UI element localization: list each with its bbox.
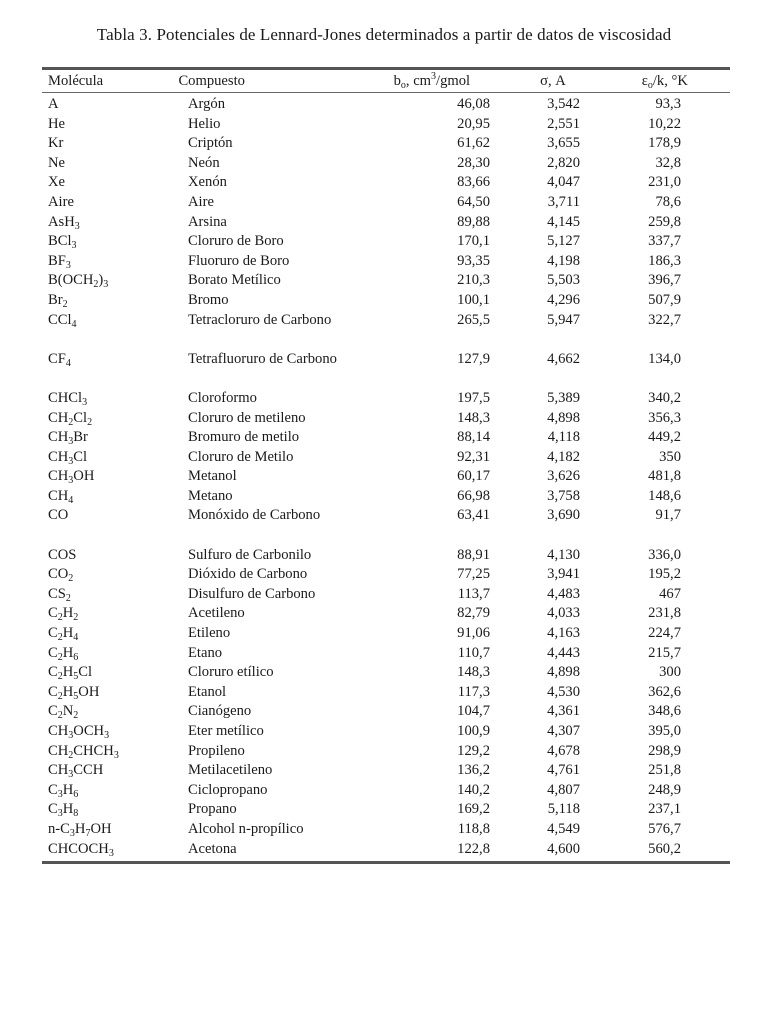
cell-compound: Etileno [188,625,231,642]
cell-molecule: He [48,115,66,132]
table-row [42,800,730,820]
cell-b0: 88,91 [457,546,490,563]
cell-sigma: 4,361 [547,703,580,720]
bottom-rule [42,861,730,864]
table-row [42,134,730,154]
cell-b0: 91,06 [457,625,490,642]
cell-molecule: $CH_3Br$ [48,429,88,448]
cell-sigma: 4,130 [547,546,580,563]
cell-molecule: $CH_3Cl$ [48,448,88,467]
cell-molecule: Ne [48,154,66,171]
viscosity-table [42,67,730,864]
table-row [42,350,730,389]
cell-epsilon: 336,0 [648,546,681,563]
cell-molecule: COS [48,546,77,563]
cell-epsilon: 231,0 [648,174,681,191]
table-row [42,683,730,703]
cell-molecule: $Br_2$ [48,291,68,310]
cell-molecule: BCl$_3$ [48,233,77,252]
cell-b0: 28,30 [457,154,490,171]
cell-b0: 113,7 [457,585,490,602]
cell-sigma: 4,163 [547,625,580,642]
cell-compound: Etanol [188,683,227,700]
cell-compound: Cloroformo [188,389,257,406]
cell-epsilon: 348,6 [648,703,681,720]
cell-sigma: 4,182 [547,448,580,465]
cell-b0: 60,17 [457,468,490,485]
cell-molecule: $C_3H_6$ [48,781,79,800]
cell-molecule: $CHCOCH_3$ [48,840,114,859]
cell-b0: 89,88 [457,213,490,230]
cell-compound: Cloruro de Metilo [188,448,294,465]
cell-compound: Arsina [188,213,227,230]
cell-b0: 104,7 [457,703,490,720]
table-row [42,213,730,233]
cell-b0: 83,66 [457,174,490,191]
table-row [42,232,730,252]
cell-sigma: 4,443 [547,644,580,661]
cell-sigma: 4,807 [547,781,580,798]
cell-b0: 148,3 [457,409,490,426]
cell-molecule: $C_2H_4$ [48,625,79,644]
cell-b0: 210,3 [457,272,490,289]
table-row [42,663,730,683]
cell-b0: 129,2 [457,742,490,759]
cell-molecule: CO [48,507,69,524]
table-row [42,409,730,429]
cell-epsilon: 395,0 [648,723,681,739]
cell-molecule: $B(OCH_2)_3$ [48,272,109,291]
cell-compound: Metilacetileno [188,762,273,779]
cell-b0: 92,31 [457,448,490,465]
cell-compound: Monóxido de Carbono [188,507,321,524]
cell-compound: Cloruro de Boro [188,233,284,250]
table-row [42,311,730,350]
cell-compound: Dióxido de Carbono [188,566,308,583]
cell-sigma: 4,898 [547,664,580,681]
cell-b0: 122,8 [457,840,490,857]
cell-epsilon: 481,8 [648,468,681,485]
cell-compound: Acetona [188,840,237,857]
cell-b0: 88,14 [457,429,490,446]
cell-epsilon: 449,2 [648,429,681,446]
cell-epsilon: 224,7 [648,625,681,642]
table-row [42,781,730,801]
cell-sigma: 4,549 [547,820,580,837]
cell-compound: Disulfuro de Carbono [188,585,316,602]
cell-sigma: 4,530 [547,683,580,700]
cell-compound: Alcohol n-propílico [188,820,304,837]
cell-b0: 118,8 [457,820,490,837]
cell-epsilon: 300 [659,664,681,681]
table-row [42,722,730,742]
cell-sigma: 4,662 [547,350,580,367]
table-row [42,193,730,213]
cell-molecule: AsH$_3$ [48,213,80,232]
cell-compound: Argón [188,96,226,112]
cell-compound: Aire [188,193,214,210]
cell-compound: Ciclopropano [188,781,268,798]
cell-epsilon: 231,8 [648,605,681,622]
cell-b0: 117,3 [457,683,490,700]
cell-compound: Etano [188,644,223,661]
cell-compound: Metano [188,487,233,504]
table-body [42,93,730,861]
cell-molecule: $C_2H_6$ [48,644,79,663]
cell-b0: 140,2 [457,781,490,798]
cell-molecule: $C_3H_8$ [48,801,79,820]
cell-epsilon: 134,0 [648,350,681,367]
cell-sigma: 2,820 [547,154,580,171]
cell-epsilon: 195,2 [648,566,681,583]
cell-b0: 265,5 [457,311,490,328]
cell-molecule: $C_2H_5Cl$ [48,664,93,683]
table-row [42,428,730,448]
cell-b0: 46,08 [457,96,490,112]
cell-compound: Cloruro etílico [188,664,274,681]
cell-molecule: $n-C_3H_7OH$ [48,820,112,839]
cell-b0: 61,62 [457,135,490,152]
cell-sigma: 4,483 [547,585,580,602]
cell-compound: Acetileno [188,605,245,622]
cell-molecule: $CS_2$ [48,585,71,604]
cell-molecule: $C_2N_2$ [48,703,79,722]
cell-epsilon: 576,7 [648,820,681,837]
cell-sigma: 4,118 [547,429,580,446]
cell-molecule: $CH_3CCH$ [48,762,104,781]
cell-sigma: 4,600 [547,840,580,857]
table-row [42,644,730,664]
cell-compound: Helio [188,115,221,132]
cell-sigma: 4,307 [547,723,580,739]
cell-molecule: $BF_3$ [48,252,71,271]
cell-molecule: A [48,96,59,112]
cell-b0: 169,2 [457,801,490,818]
cell-epsilon: 259,8 [648,213,681,230]
table-row [42,291,730,311]
table-row [42,487,730,507]
cell-molecule: CCl$_4$ [48,311,77,330]
cell-sigma: 3,690 [547,507,580,524]
cell-sigma: 4,678 [547,742,580,759]
table-row [42,389,730,409]
table-row [42,271,730,291]
cell-molecule: $CF_4$ [48,350,71,369]
table-row [42,840,730,860]
cell-molecule: $CH_3OH$ [48,468,95,487]
header-b0: $b_o$, $cm^3$/gmol [393,71,471,91]
cell-sigma: 3,542 [547,96,580,112]
cell-compound: Propano [188,801,237,818]
cell-b0: 127,9 [457,350,490,367]
cell-compound: Eter metílico [188,723,264,739]
table-row [42,448,730,468]
cell-sigma: 5,503 [547,272,580,289]
cell-compound: Xenón [188,174,227,191]
cell-epsilon: 560,2 [648,840,681,857]
cell-b0: 82,79 [457,605,490,622]
table-title: Tabla 3. Potenciales de Lennard-Jones determinados a partir de datos de viscosidad [96,25,672,44]
cell-sigma: 3,711 [547,193,580,210]
cell-compound: Criptón [188,135,233,152]
cell-compound: Sulfuro de Carbonilo [188,546,312,563]
cell-epsilon: 322,7 [648,311,681,328]
cell-molecule: $CH_2CHCH_3$ [48,742,119,761]
cell-sigma: 4,033 [547,605,580,622]
cell-b0: 66,98 [457,487,490,504]
cell-b0: 110,7 [457,644,490,661]
header-row [42,70,730,92]
cell-epsilon: 215,7 [648,644,681,661]
cell-molecule: Aire [48,193,74,210]
header-compound: Compuesto [178,73,245,89]
cell-epsilon: 362,6 [648,683,681,700]
cell-epsilon: 186,3 [648,252,681,269]
cell-b0: 100,1 [457,291,490,308]
cell-molecule: $CH_4$ [48,487,74,506]
cell-molecule: $CH_3OCH_3$ [48,723,110,741]
header-molecule: Molécula [48,73,104,89]
cell-epsilon: 251,8 [648,762,681,779]
table-row [42,702,730,722]
cell-compound: Cloruro de metileno [188,409,306,426]
table-row [42,154,730,174]
cell-compound: Tetrafluoruro de Carbono [188,350,337,367]
cell-epsilon: 298,9 [648,742,681,759]
cell-epsilon: 32,8 [655,154,681,171]
cell-sigma: 4,296 [547,291,580,308]
cell-b0: 64,50 [457,193,490,210]
table-row [42,820,730,840]
cell-compound: Cianógeno [188,703,252,720]
cell-b0: 136,2 [457,762,490,779]
cell-epsilon: 10,22 [648,115,681,132]
cell-sigma: 5,947 [547,311,580,328]
cell-sigma: 3,626 [547,468,580,485]
cell-compound: Bromuro de metilo [188,429,300,446]
cell-b0: 20,95 [457,115,490,132]
cell-sigma: 4,898 [547,409,580,426]
cell-molecule: $CH_2Cl_2$ [48,409,93,428]
cell-molecule: $C_2H_5OH$ [48,683,100,702]
cell-b0: 148,3 [457,664,490,681]
table-row [42,565,730,585]
cell-epsilon: 237,1 [648,801,681,818]
cell-molecule: $C_2H_2$ [48,605,79,624]
cell-epsilon: 356,3 [648,409,681,426]
cell-sigma: 5,389 [547,389,580,406]
cell-sigma: 3,758 [547,487,580,504]
cell-molecule: Xe [48,174,66,191]
cell-epsilon: 337,7 [648,233,681,250]
cell-molecule: $CO_2$ [48,566,74,585]
cell-compound: Bromo [188,291,229,308]
table-row [42,173,730,193]
table-row [42,506,730,545]
cell-sigma: 5,127 [547,233,580,250]
cell-epsilon: 91,7 [655,507,681,524]
cell-b0: 77,25 [457,566,490,583]
cell-sigma: 5,118 [547,801,580,818]
cell-sigma: 4,047 [547,174,580,191]
cell-sigma: 3,655 [547,135,580,152]
cell-epsilon: 248,9 [648,781,681,798]
cell-compound: Propileno [188,742,245,759]
table-row [42,604,730,624]
cell-sigma: 4,145 [547,213,580,230]
cell-epsilon: 396,7 [648,272,681,289]
table-row [42,95,730,115]
table-row [42,624,730,644]
cell-b0: 170,1 [457,233,490,250]
cell-epsilon: 467 [659,585,681,602]
cell-b0: 63,41 [457,507,490,524]
cell-molecule: CHCl$_3$ [48,389,88,408]
cell-epsilon: 93,3 [655,96,681,112]
cell-b0: 93,35 [457,252,490,269]
cell-epsilon: 340,2 [648,389,681,406]
cell-epsilon: 78,6 [655,193,681,210]
table-row [42,467,730,487]
cell-compound: Tetracloruro de Carbono [188,311,332,328]
table-row [42,252,730,272]
table-row [42,585,730,605]
cell-molecule: Kr [48,135,64,152]
cell-sigma: 4,198 [547,252,580,269]
cell-epsilon: 350 [659,448,681,465]
header-epsilon: $\varepsilon_o/k$, °K [641,73,688,91]
cell-compound: Metanol [188,468,237,485]
table-row [42,546,730,566]
table-row [42,761,730,781]
cell-sigma: 3,941 [547,566,580,583]
cell-epsilon: 148,6 [648,487,681,504]
header-sigma: σ, A [540,73,566,89]
cell-b0: 197,5 [457,389,490,406]
cell-sigma: 4,761 [547,762,580,779]
cell-compound: Borato Metílico [188,272,281,289]
cell-sigma: 2,551 [547,115,580,132]
table-row [42,115,730,135]
cell-compound: Fluoruro de Boro [188,252,290,269]
cell-b0: 100,9 [457,723,490,739]
cell-epsilon: 507,9 [648,291,681,308]
cell-epsilon: 178,9 [648,135,681,152]
table-row [42,742,730,762]
cell-compound: Neón [188,154,220,171]
